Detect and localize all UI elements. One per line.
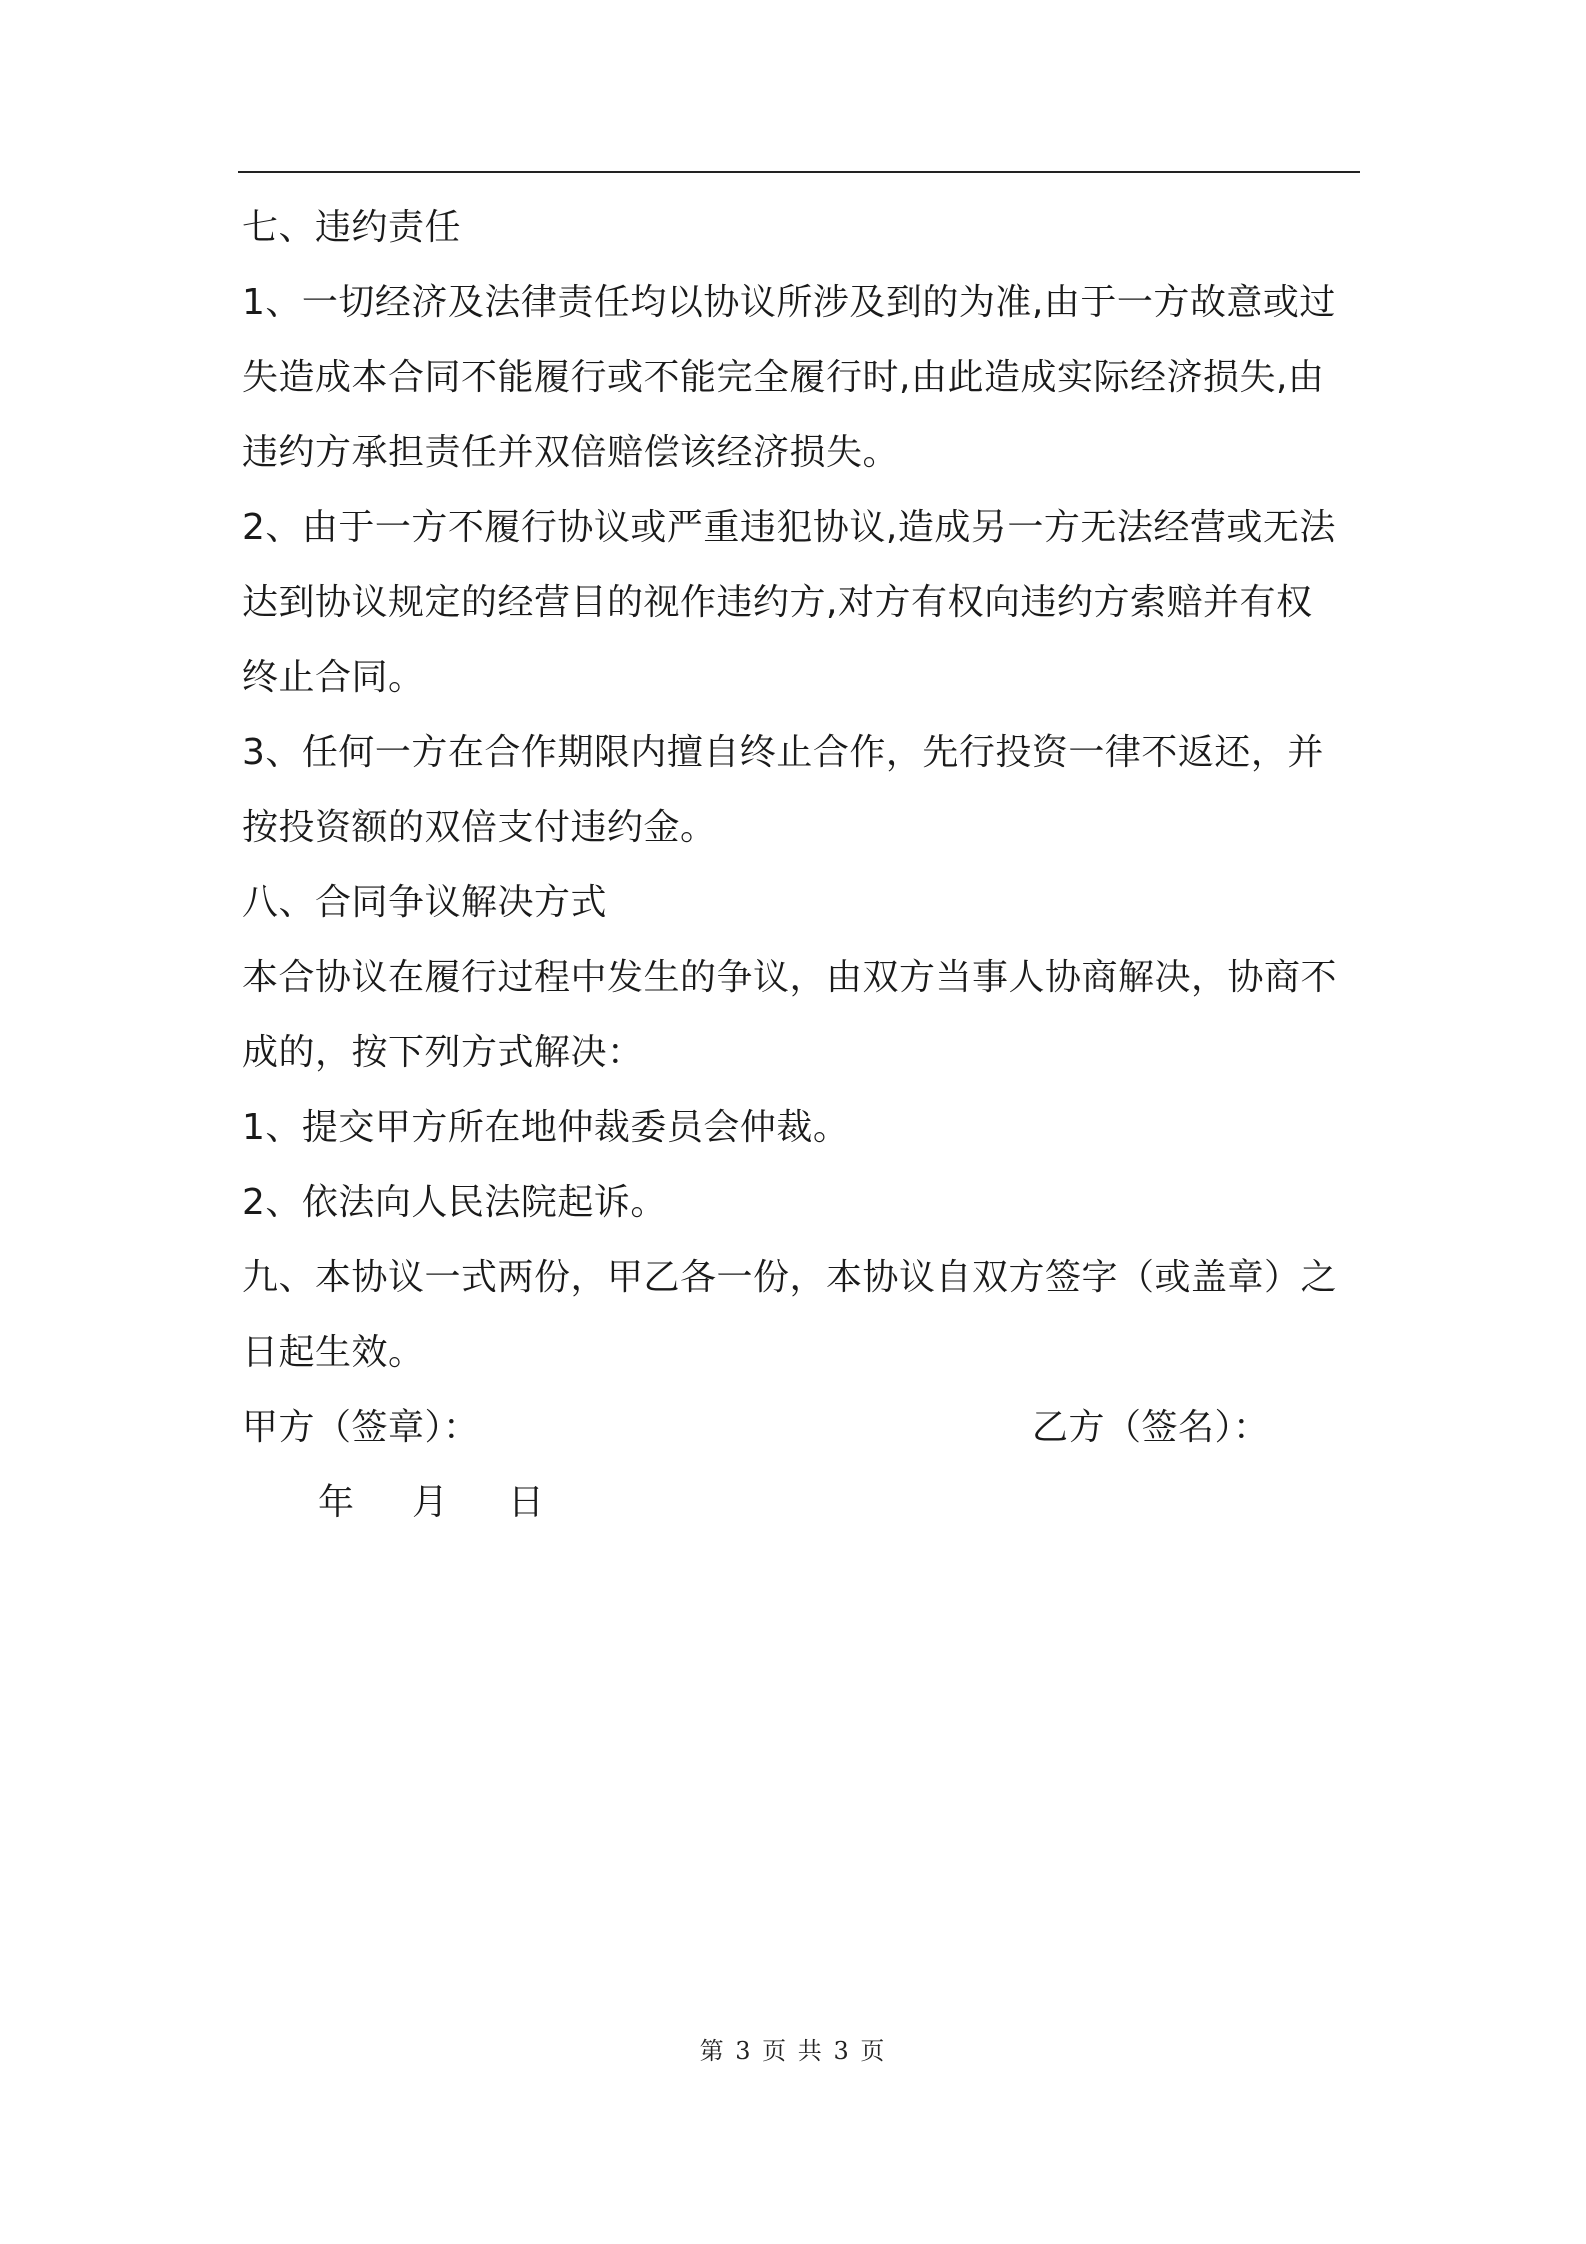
party-a-signature-label: 甲方（签章）： — [242, 1407, 480, 1448]
date-year-label: 年 — [318, 1482, 355, 1523]
page-footer: 第 3 页 共 3 页 — [699, 2037, 887, 2065]
paragraph-line: 1、提交甲方所在地仲裁委员会仲裁。 — [242, 1107, 850, 1148]
paragraph-line: 成的，按下列方式解决： — [242, 1032, 644, 1073]
paragraph-line: 3、任何一方在合作期限内擅自终止合作，先行投资一律不返还，并 — [242, 732, 1324, 773]
header-rule — [238, 171, 1360, 173]
paragraph-line: 达到协议规定的经营目的视作违约方,对方有权向违约方索赔并有权 — [242, 582, 1313, 623]
document-body — [242, 190, 1360, 1540]
paragraph-line: 1、一切经济及法律责任均以协议所涉及到的为准,由于一方故意或过 — [242, 282, 1336, 323]
date-month-label: 月 — [412, 1482, 449, 1523]
paragraph-line: 日起生效。 — [242, 1332, 425, 1373]
party-b-signature-label: 乙方（签名）： — [1032, 1407, 1270, 1448]
paragraph-line: 按投资额的双倍支付违约金。 — [242, 807, 717, 848]
paragraph-line: 本合协议在履行过程中发生的争议，由双方当事人协商解决，协商不 — [242, 957, 1338, 998]
paragraph-line: 失造成本合同不能履行或不能完全履行时,由此造成实际经济损失,由 — [242, 357, 1325, 398]
paragraph-line: 2、由于一方不履行协议或严重违犯协议,造成另一方无法经营或无法 — [242, 507, 1336, 548]
date-day-label: 日 — [508, 1482, 545, 1523]
paragraph-line: 2、依法向人民法院起诉。 — [242, 1182, 667, 1223]
paragraph-line: 违约方承担责任并双倍赔偿该经济损失。 — [242, 432, 900, 473]
section-heading-dispute: 八、合同争议解决方式 — [242, 882, 608, 923]
paragraph-line: 终止合同。 — [242, 657, 425, 698]
section-heading-breach: 七、违约责任 — [242, 207, 462, 248]
section-heading-copies: 九、本协议一式两份，甲乙各一份，本协议自双方签字（或盖章）之 — [242, 1257, 1338, 1298]
date-row — [242, 1465, 1360, 1540]
signature-row — [242, 1390, 1360, 1465]
